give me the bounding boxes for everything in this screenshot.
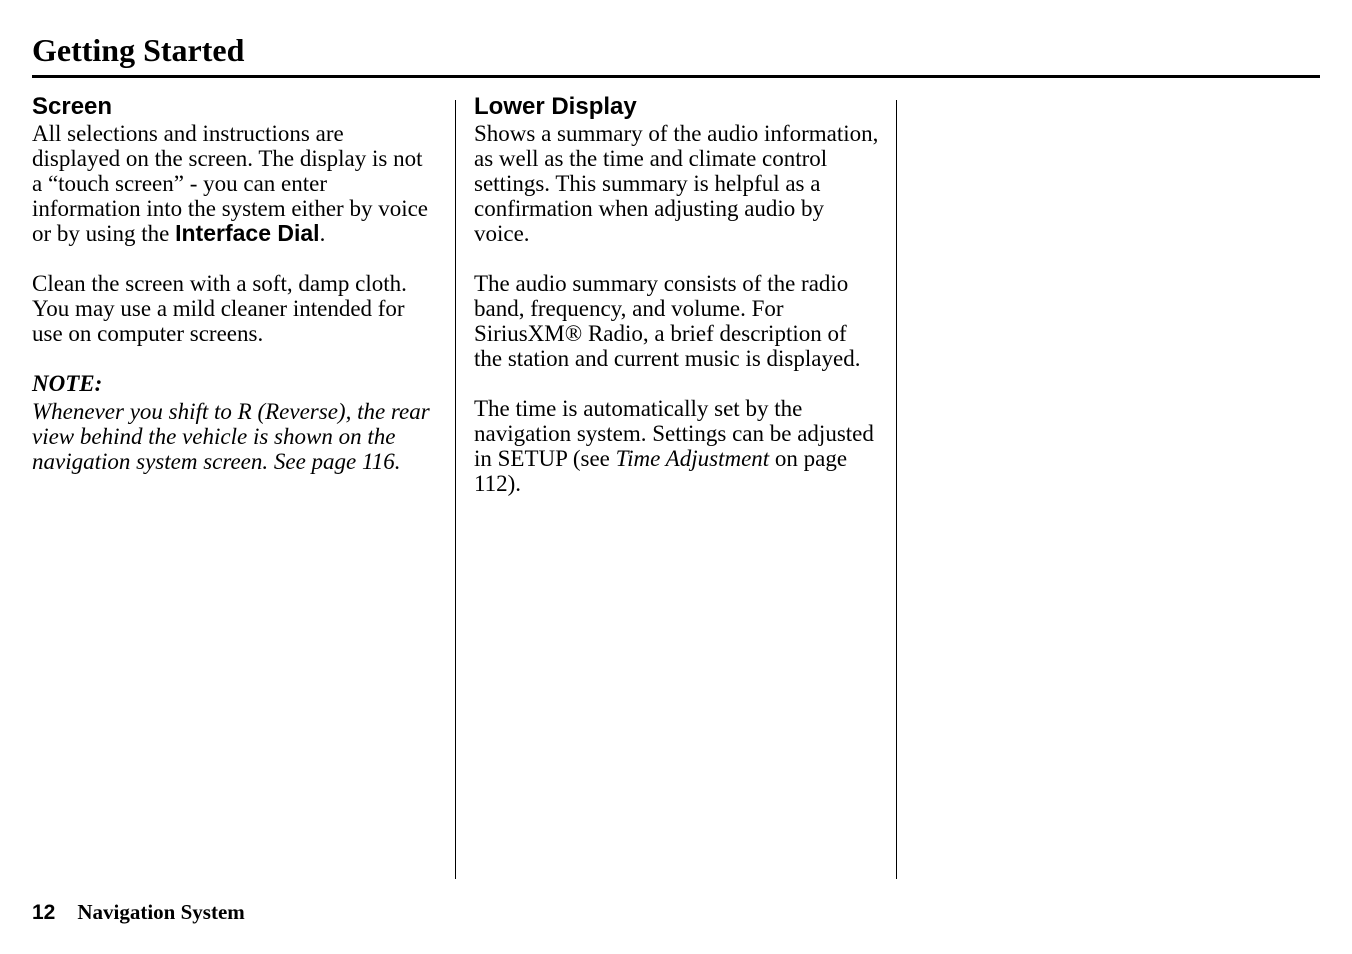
lower-display-paragraph-3-text: The time is automatically set by the navigation system. Settings can be adjusted in SETUP (see xyxy=(474,396,874,471)
column-lower-display xyxy=(474,93,879,521)
page-title: Getting Started xyxy=(32,32,245,68)
footer-label: Navigation System xyxy=(77,900,245,924)
screen-paragraph-1 xyxy=(32,121,437,246)
lower-display-paragraph-3-end: on page 112). xyxy=(474,446,848,496)
note-text: Whenever you shift to R (Reverse), the rear view behind the vehicle is shown on the navigation system screen. See page 116. xyxy=(32,399,430,474)
interface-dial-term: Interface Dial xyxy=(175,220,320,246)
screen-paragraph-2: Clean the screen with a soft, damp cloth. You may use a mild cleaner intended for use on computer screens. xyxy=(32,271,407,346)
section-heading-lower-display: Lower Display xyxy=(474,93,637,120)
lower-display-paragraph-2: The audio summary consists of the radio band, frequency, and volume. For SiriusXM® Radio, a brief description of the station and current music is displayed. xyxy=(474,271,861,371)
title-rule xyxy=(32,75,1320,78)
screen-paragraph-1-text: All selections and instructions are displayed on the screen. The display is not a “touch screen” - you can enter information into the system either by voice or by using the xyxy=(32,121,429,246)
lower-display-paragraph-3 xyxy=(474,396,879,496)
column-screen xyxy=(32,93,437,474)
note-label: NOTE: xyxy=(32,371,103,396)
lower-display-paragraph-1: Shows a summary of the audio information, as well as the time and climate control settings. This summary is helpful as a confirmation when adjusting audio by voice. xyxy=(474,121,879,246)
column-divider xyxy=(455,100,456,879)
page-number: 12 xyxy=(32,901,56,924)
column-divider-right xyxy=(896,100,897,879)
screen-paragraph-1-end: . xyxy=(319,221,326,246)
time-adjustment-reference: Time Adjustment xyxy=(615,446,770,471)
section-heading-screen: Screen xyxy=(32,93,113,120)
page-footer xyxy=(32,899,245,926)
